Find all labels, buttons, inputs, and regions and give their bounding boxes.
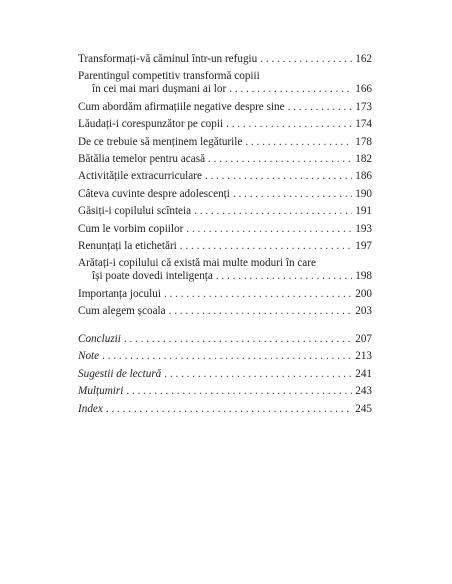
toc-entry xyxy=(78,70,372,96)
toc-entry-title: Bătălia temelor pentru acasă xyxy=(78,152,206,165)
toc-entry-title: Mulțumiri xyxy=(78,385,124,398)
toc-entry xyxy=(78,257,372,283)
dot-leader xyxy=(226,118,352,131)
toc-entry xyxy=(78,288,372,301)
toc-back-entry xyxy=(78,368,372,381)
toc-entry-title: Activitățile extracurriculare xyxy=(78,170,202,183)
dot-leader xyxy=(260,53,352,66)
toc-entry xyxy=(78,153,372,166)
toc-entry-page: 174 xyxy=(355,118,372,131)
dot-leader xyxy=(126,385,352,398)
toc-entry-page: 197 xyxy=(355,239,372,252)
dot-leader xyxy=(106,403,352,416)
toc-entry-page: 198 xyxy=(355,270,372,283)
toc-entry-page: 207 xyxy=(355,333,372,346)
toc-entry xyxy=(78,188,372,201)
toc-entry-page: 191 xyxy=(355,205,372,218)
toc-entry-title: Concluzii xyxy=(78,333,121,346)
toc-entry-page: 241 xyxy=(355,367,372,380)
dot-leader xyxy=(180,240,352,253)
toc-entry-page: 243 xyxy=(355,385,372,398)
toc-entry-title-line1: Arătați-i copilului că există mai multe moduri în care xyxy=(78,257,316,270)
toc-entry-page: 178 xyxy=(355,135,372,148)
toc-entry-page: 173 xyxy=(355,100,372,113)
toc-entry-page: 186 xyxy=(355,170,372,183)
toc-entry-title: Transformați-vă căminul într-un refugiu xyxy=(78,53,258,65)
dot-leader xyxy=(233,188,352,201)
dot-leader xyxy=(205,170,352,183)
dot-leader xyxy=(102,350,352,363)
toc-entry-page: 193 xyxy=(355,222,372,235)
dot-leader xyxy=(186,223,352,236)
dot-leader xyxy=(229,83,352,96)
toc-entry xyxy=(78,53,372,66)
dot-leader xyxy=(208,153,352,166)
toc-entry-page: 182 xyxy=(355,152,372,165)
table-of-contents xyxy=(78,53,372,416)
toc-back-entry xyxy=(78,403,372,416)
toc-entry xyxy=(78,223,372,236)
dot-leader xyxy=(245,136,352,149)
toc-back-entry xyxy=(78,333,372,346)
toc-entry-title: Cum abordăm afirmațiile negative despre sine xyxy=(78,100,285,113)
toc-back-entry xyxy=(78,385,372,398)
toc-entry-page: 203 xyxy=(355,305,372,318)
toc-entry-title-line1: Parentingul competitiv transformă copiii xyxy=(78,70,260,83)
toc-entry-page: 190 xyxy=(355,187,372,200)
toc-entry-title: Sugestii de lectură xyxy=(78,367,162,380)
toc-entry-title: Câteva cuvinte despre adolescenți xyxy=(78,187,230,200)
toc-entry xyxy=(78,240,372,253)
dot-leader xyxy=(164,368,352,381)
toc-entry xyxy=(78,101,372,114)
toc-entry-page: 213 xyxy=(355,350,372,363)
toc-entry-title: Găsiți-i copilului scînteia xyxy=(78,205,192,218)
toc-entry-title: Renunțați la etichetări xyxy=(78,239,177,252)
toc-entry xyxy=(78,205,372,218)
dot-leader xyxy=(169,305,353,318)
toc-entry-title: Cum alegem școala xyxy=(78,305,166,318)
toc-entry-page: 162 xyxy=(355,53,372,65)
toc-entry-title: Note xyxy=(78,350,100,363)
dot-leader xyxy=(194,205,352,218)
dot-leader xyxy=(216,270,352,283)
toc-entry-title-line2: își poate dovedi inteligența xyxy=(92,270,213,283)
toc-entry xyxy=(78,170,372,183)
toc-entry-title: Lăudați-i corespunzător pe copii xyxy=(78,118,224,131)
toc-entry xyxy=(78,305,372,318)
toc-entry-title: De ce trebuie să menținem legăturile xyxy=(78,135,243,148)
toc-entry xyxy=(78,136,372,149)
toc-entry-title: Importanța jocului xyxy=(78,287,161,300)
toc-entry-title: Cum le vorbim copiilor xyxy=(78,222,184,235)
toc-entry-title-line2: în cei mai mari dușmani ai lor xyxy=(92,83,227,96)
dot-leader xyxy=(124,333,352,346)
toc-entry xyxy=(78,118,372,131)
toc-back-entry xyxy=(78,350,372,363)
dot-leader xyxy=(288,101,353,114)
dot-leader xyxy=(164,288,352,301)
toc-entry-page: 200 xyxy=(355,287,372,300)
toc-entry-page: 166 xyxy=(355,83,372,96)
toc-entry-page: 245 xyxy=(355,402,372,415)
toc-entry-title: Index xyxy=(78,402,103,415)
